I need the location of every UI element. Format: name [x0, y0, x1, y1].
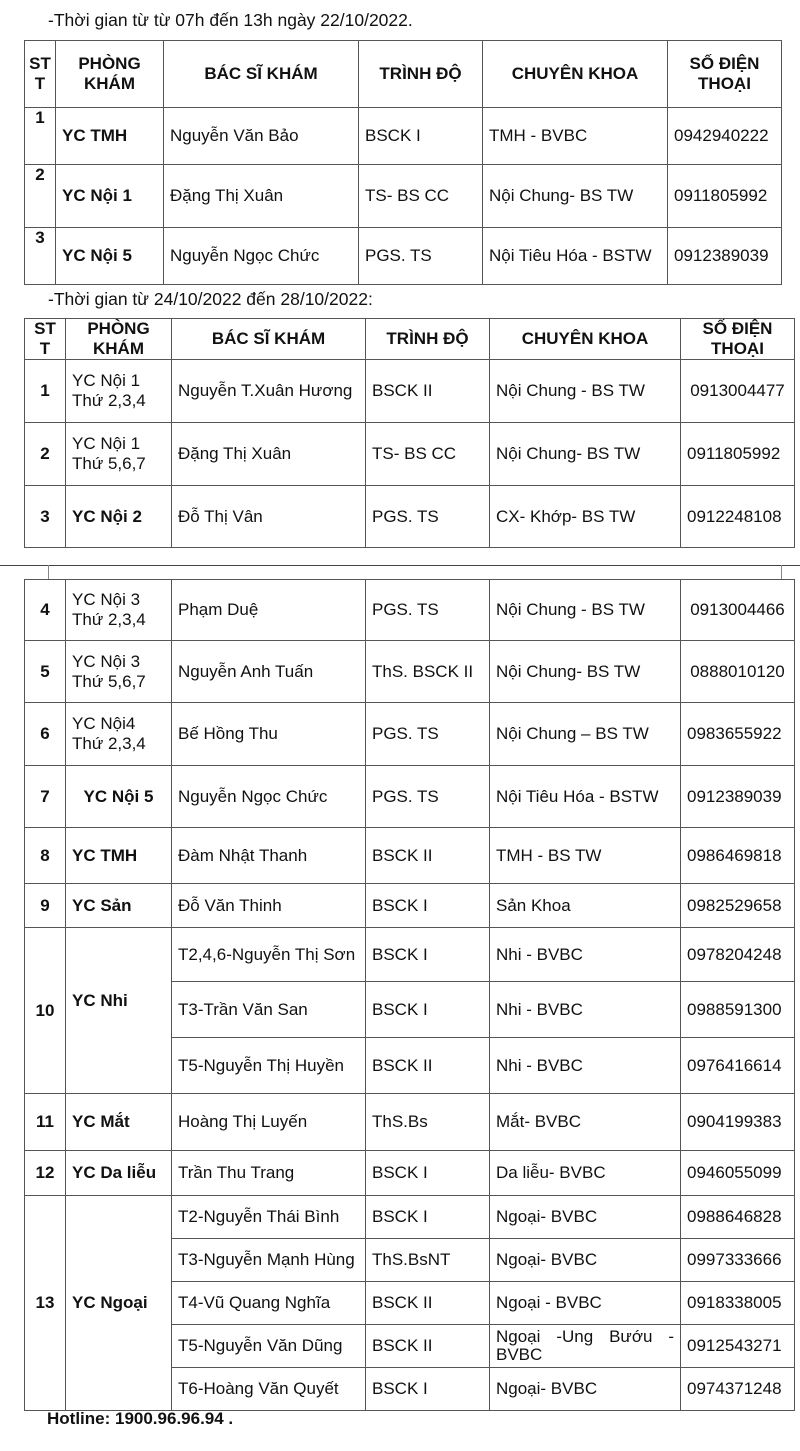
- room-cell: YC TMH: [66, 828, 172, 884]
- col-header-doctor: BÁC SĨ KHÁM: [172, 319, 366, 360]
- schedule-table-1: [24, 40, 782, 285]
- table-row: [25, 486, 795, 548]
- level-cell: BSCK I: [366, 1368, 490, 1411]
- level-cell: BSCK I: [366, 982, 490, 1038]
- level-cell: PGS. TS: [366, 703, 490, 766]
- col-header-room: PHÒNG KHÁM: [56, 41, 164, 108]
- stt-cell: 10: [25, 928, 66, 1094]
- doctor-cell: T5-Nguyễn Văn Dũng: [172, 1325, 366, 1368]
- room-days: Thứ 2,3,4: [72, 734, 146, 753]
- doctor-cell: T2,4,6-Nguyễn Thị Sơn: [172, 928, 366, 982]
- room-cell: YC Nội 5: [66, 766, 172, 828]
- doctor-cell: Đỗ Thị Vân: [172, 486, 366, 548]
- level-cell: PGS. TS: [359, 228, 483, 285]
- specialty-cell: Nội Tiêu Hóa - BSTW: [483, 228, 668, 285]
- doctor-cell: Bế Hồng Thu: [172, 703, 366, 766]
- doctor-cell: Nguyễn Anh Tuấn: [172, 641, 366, 703]
- specialty-cell: Nội Chung - BS TW: [490, 360, 681, 423]
- doctor-cell: T3-Trần Văn San: [172, 982, 366, 1038]
- stt-cell: 1: [25, 108, 56, 165]
- phone-cell: 0918338005: [681, 1282, 795, 1325]
- table-row: [25, 766, 795, 828]
- phone-cell: 0913004477: [681, 360, 795, 423]
- specialty-cell: Ngoại -Ung Bướu - BVBC: [490, 1325, 681, 1368]
- table-row: [25, 1094, 795, 1151]
- phone-cell: 0912389039: [681, 766, 795, 828]
- phone-cell: 0974371248: [681, 1368, 795, 1411]
- doctor-cell: Nguyễn Văn Bảo: [164, 108, 359, 165]
- stt-cell: 2: [25, 423, 66, 486]
- phone-cell: 0988591300: [681, 982, 795, 1038]
- room-cell: YC Ngoại: [66, 1196, 172, 1411]
- room-cell: [66, 580, 172, 641]
- table-row: [25, 884, 795, 928]
- schedule-table-3: [24, 579, 795, 1411]
- stt-cell: 4: [25, 580, 66, 641]
- room-cell: YC TMH: [56, 108, 164, 165]
- stt-cell: 3: [25, 228, 56, 285]
- room-cell: [66, 360, 172, 423]
- phone-cell: 0978204248: [681, 928, 795, 982]
- room-name: YC Nội 3: [72, 590, 141, 609]
- page-break-tick: [48, 565, 49, 579]
- room-cell: [66, 703, 172, 766]
- level-cell: BSCK II: [366, 1038, 490, 1094]
- phone-cell: 0912543271: [681, 1325, 795, 1368]
- doctor-cell: Nguyễn Ngọc Chức: [172, 766, 366, 828]
- specialty-cell: Nội Tiêu Hóa - BSTW: [490, 766, 681, 828]
- level-cell: BSCK I: [366, 928, 490, 982]
- hotline-text: Hotline: 1900.96.96.94 .: [47, 1409, 234, 1428]
- table-row: [25, 580, 795, 641]
- phone-cell: 0988646828: [681, 1196, 795, 1239]
- doctor-cell: T3-Nguyễn Mạnh Hùng: [172, 1239, 366, 1282]
- phone-cell: 0888010120: [681, 641, 795, 703]
- doctor-cell: Nguyễn Ngọc Chức: [164, 228, 359, 285]
- col-header-stt: ST T: [25, 319, 66, 360]
- room-cell: YC Nội 2: [66, 486, 172, 548]
- stt-cell: 2: [25, 165, 56, 228]
- phone-cell: 0986469818: [681, 828, 795, 884]
- room-cell: [66, 641, 172, 703]
- stt-cell: 1: [25, 360, 66, 423]
- stt-cell: 3: [25, 486, 66, 548]
- table-row: [25, 108, 782, 165]
- stt-cell: 6: [25, 703, 66, 766]
- phone-cell: 0911805992: [681, 423, 795, 486]
- specialty-cell: Nội Chung- BS TW: [490, 641, 681, 703]
- phone-cell: 0997333666: [681, 1239, 795, 1282]
- level-cell: BSCK II: [366, 1282, 490, 1325]
- section-1-heading: -Thời gian từ từ 07h đến 13h ngày 22/10/2022.: [48, 10, 413, 30]
- phone-cell: 0913004466: [681, 580, 795, 641]
- level-cell: BSCK I: [366, 1151, 490, 1196]
- doctor-cell: T4-Vũ Quang Nghĩa: [172, 1282, 366, 1325]
- doctor-cell: Đàm Nhật Thanh: [172, 828, 366, 884]
- phone-cell: 0982529658: [681, 884, 795, 928]
- table-row: [25, 828, 795, 884]
- room-cell: YC Nội 1: [56, 165, 164, 228]
- page-break-line: [0, 565, 800, 566]
- col-header-specialty: CHUYÊN KHOA: [490, 319, 681, 360]
- level-cell: BSCK II: [366, 828, 490, 884]
- room-days: Thứ 5,6,7: [72, 454, 146, 473]
- level-cell: BSCK I: [366, 1196, 490, 1239]
- doctor-cell: Đặng Thị Xuân: [164, 165, 359, 228]
- stt-cell: 9: [25, 884, 66, 928]
- stt-cell: 13: [25, 1196, 66, 1411]
- level-cell: PGS. TS: [366, 766, 490, 828]
- phone-cell: 0904199383: [681, 1094, 795, 1151]
- col-header-specialty: CHUYÊN KHOA: [483, 41, 668, 108]
- table-row: [25, 641, 795, 703]
- col-header-phone: SỐ ĐIỆN THOẠI: [681, 319, 795, 360]
- specialty-cell: Nội Chung- BS TW: [490, 423, 681, 486]
- specialty-cell: Nhi - BVBC: [490, 928, 681, 982]
- doctor-cell: Hoàng Thị Luyến: [172, 1094, 366, 1151]
- col-header-room: PHÒNG KHÁM: [66, 319, 172, 360]
- doctor-cell: T6-Hoàng Văn Quyết: [172, 1368, 366, 1411]
- specialty-cell: Ngoại- BVBC: [490, 1239, 681, 1282]
- specialty-cell: Mắt- BVBC: [490, 1094, 681, 1151]
- specialty-cell: Sản Khoa: [490, 884, 681, 928]
- specialty-cell: CX- Khớp- BS TW: [490, 486, 681, 548]
- col-header-level: TRÌNH ĐỘ: [366, 319, 490, 360]
- level-cell: TS- BS CC: [359, 165, 483, 228]
- table-header-row: [25, 319, 795, 360]
- specialty-cell: Ngoại- BVBC: [490, 1368, 681, 1411]
- stt-cell: 11: [25, 1094, 66, 1151]
- doctor-cell: T5-Nguyễn Thị Huyền: [172, 1038, 366, 1094]
- specialty-cell: Ngoại- BVBC: [490, 1196, 681, 1239]
- phone-cell: 0942940222: [668, 108, 782, 165]
- table-row: [25, 1151, 795, 1196]
- room-cell: YC Mắt: [66, 1094, 172, 1151]
- col-header-level: TRÌNH ĐỘ: [359, 41, 483, 108]
- level-cell: ThS.BsNT: [366, 1239, 490, 1282]
- level-cell: BSCK II: [366, 1325, 490, 1368]
- phone-cell: 0983655922: [681, 703, 795, 766]
- room-name: YC Nội4: [72, 714, 136, 733]
- specialty-cell: Nội Chung – BS TW: [490, 703, 681, 766]
- doctor-cell: Đỗ Văn Thinh: [172, 884, 366, 928]
- table-row: [25, 360, 795, 423]
- phone-cell: 0946055099: [681, 1151, 795, 1196]
- room-name: YC Nội 1: [72, 434, 141, 453]
- specialty-cell: Da liễu- BVBC: [490, 1151, 681, 1196]
- doctor-cell: Phạm Duệ: [172, 580, 366, 641]
- room-cell: YC Nội 5: [56, 228, 164, 285]
- specialty-cell: Nhi - BVBC: [490, 982, 681, 1038]
- phone-cell: 0911805992: [668, 165, 782, 228]
- table-row: [25, 165, 782, 228]
- table-row: [25, 928, 795, 982]
- room-cell: YC Da liễu: [66, 1151, 172, 1196]
- table-row: [25, 228, 782, 285]
- stt-cell: 12: [25, 1151, 66, 1196]
- schedule-table-2: [24, 318, 795, 548]
- table-header-row: [25, 41, 782, 108]
- level-cell: TS- BS CC: [366, 423, 490, 486]
- room-days: Thứ 2,3,4: [72, 391, 146, 410]
- phone-cell: 0976416614: [681, 1038, 795, 1094]
- specialty-cell: Nội Chung- BS TW: [483, 165, 668, 228]
- level-cell: PGS. TS: [366, 580, 490, 641]
- specialty-cell: TMH - BS TW: [490, 828, 681, 884]
- room-days: Thứ 5,6,7: [72, 671, 146, 691]
- col-header-doctor: BÁC SĨ KHÁM: [164, 41, 359, 108]
- specialty-cell: Nhi - BVBC: [490, 1038, 681, 1094]
- specialty-cell: Nội Chung - BS TW: [490, 580, 681, 641]
- level-cell: PGS. TS: [366, 486, 490, 548]
- col-header-phone: SỐ ĐIỆN THOẠI: [668, 41, 782, 108]
- section-2-heading: -Thời gian từ 24/10/2022 đến 28/10/2022:: [48, 289, 373, 309]
- table-row: [25, 1196, 795, 1239]
- level-cell: BSCK I: [359, 108, 483, 165]
- table-row: [25, 423, 795, 486]
- phone-cell: 0912389039: [668, 228, 782, 285]
- specialty-cell: Ngoại - BVBC: [490, 1282, 681, 1325]
- room-cell: YC Nhi: [66, 928, 172, 1094]
- room-name: YC Nội 1: [72, 371, 141, 390]
- level-cell: BSCK I: [366, 884, 490, 928]
- level-cell: ThS.Bs: [366, 1094, 490, 1151]
- room-cell: YC Sản: [66, 884, 172, 928]
- page-break-tick: [781, 565, 782, 579]
- stt-cell: 5: [25, 641, 66, 703]
- phone-cell: 0912248108: [681, 486, 795, 548]
- doctor-cell: T2-Nguyễn Thái Bình: [172, 1196, 366, 1239]
- room-days: Thứ 2,3,4: [72, 610, 146, 629]
- level-cell: ThS. BSCK II: [366, 641, 490, 703]
- room-name: YC Nội 3: [72, 651, 141, 671]
- col-header-stt: ST T: [25, 41, 56, 108]
- stt-cell: 7: [25, 766, 66, 828]
- specialty-cell: TMH - BVBC: [483, 108, 668, 165]
- level-cell: BSCK II: [366, 360, 490, 423]
- stt-cell: 8: [25, 828, 66, 884]
- doctor-cell: Trần Thu Trang: [172, 1151, 366, 1196]
- table-row: [25, 703, 795, 766]
- doctor-cell: Nguyễn T.Xuân Hương: [172, 360, 366, 423]
- room-cell: [66, 423, 172, 486]
- doctor-cell: Đặng Thị Xuân: [172, 423, 366, 486]
